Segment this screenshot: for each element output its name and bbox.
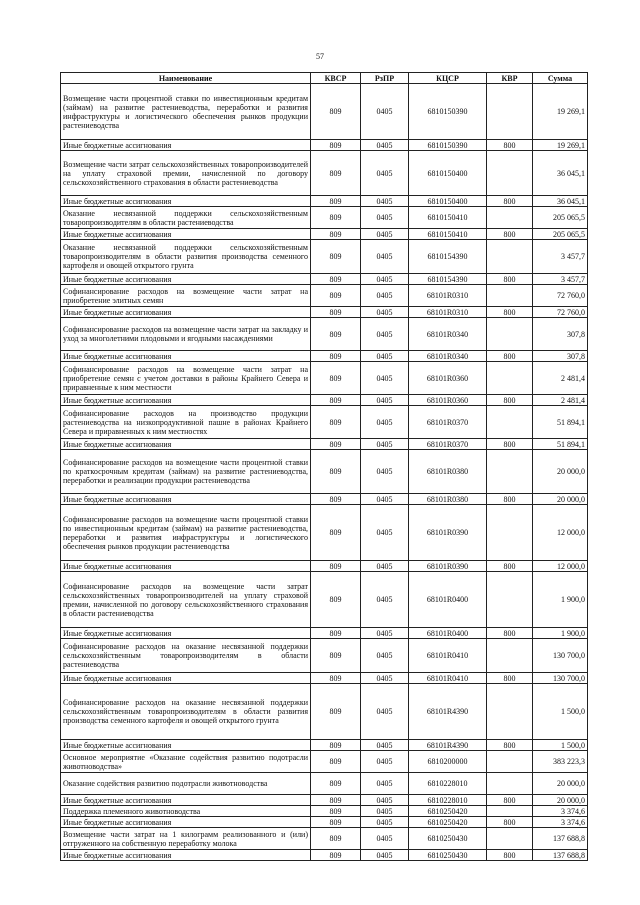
row-rzpr: 0405: [361, 362, 409, 395]
table-row: [61, 572, 588, 628]
row-kcsr: 68101R0340: [409, 318, 487, 351]
row-name: Оказание несвязанной поддержки сельскохозяйственным товаропроизводителям в области развития производства семенного картофеля и овощей открытого грунта: [61, 240, 311, 274]
row-kcsr: 6810154390: [409, 240, 487, 274]
row-rzpr: 0405: [361, 628, 409, 639]
row-kvsr: 809: [311, 561, 361, 572]
row-sum: 307,8: [533, 318, 588, 351]
row-kvsr: 809: [311, 628, 361, 639]
row-kvr: 800: [487, 673, 533, 684]
row-name: Иные бюджетные ассигнования: [61, 140, 311, 151]
row-sum: 20 000,0: [533, 773, 588, 795]
row-kvr: [487, 362, 533, 395]
row-kcsr: 6810150400: [409, 196, 487, 207]
row-name: Оказание несвязанной поддержки сельскохозяйственным товаропроизводителям в области растениеводства: [61, 207, 311, 229]
row-kvr: [487, 207, 533, 229]
row-kcsr: 6810250420: [409, 806, 487, 817]
row-kvsr: 809: [311, 274, 361, 285]
row-sum: 20 000,0: [533, 450, 588, 494]
row-rzpr: 0405: [361, 351, 409, 362]
row-name: Основное мероприятие «Оказание содействия развитию подотрасли животноводства»: [61, 751, 311, 773]
table-row: [61, 351, 588, 362]
row-sum: 36 045,1: [533, 151, 588, 196]
row-sum: 19 269,1: [533, 84, 588, 140]
table-body: [61, 84, 588, 861]
row-kcsr: 6810250430: [409, 828, 487, 850]
row-name: Иные бюджетные ассигнования: [61, 307, 311, 318]
row-rzpr: 0405: [361, 673, 409, 684]
row-rzpr: 0405: [361, 505, 409, 561]
row-name: Иные бюджетные ассигнования: [61, 395, 311, 406]
row-sum: 3 374,6: [533, 817, 588, 828]
table-row: [61, 395, 588, 406]
row-kvsr: 809: [311, 450, 361, 494]
table-row: [61, 628, 588, 639]
row-sum: 12 000,0: [533, 561, 588, 572]
header-rzpr: РзПР: [361, 73, 409, 84]
table-row: [61, 196, 588, 207]
table-row: [61, 362, 588, 395]
row-kvsr: 809: [311, 439, 361, 450]
row-kcsr: 68101R0340: [409, 351, 487, 362]
row-name: Иные бюджетные ассигнования: [61, 229, 311, 240]
row-name: Софинансирование расходов на возмещение части затрат сельскохозяйственных товаропроизводителей на уплату страховой премии, начисленной по договору сельскохозяйственного страхования в области растениеводства: [61, 572, 311, 628]
page-number: 57: [316, 52, 324, 61]
table-row: [61, 274, 588, 285]
row-kcsr: 68101R0370: [409, 406, 487, 439]
row-kvr: [487, 684, 533, 740]
row-kvsr: 809: [311, 773, 361, 795]
row-kcsr: 68101R0410: [409, 673, 487, 684]
row-rzpr: 0405: [361, 274, 409, 285]
row-sum: 1 900,0: [533, 628, 588, 639]
table-row: [61, 850, 588, 861]
header-kvsr: КВСР: [311, 73, 361, 84]
row-kcsr: 68101R4390: [409, 684, 487, 740]
row-kvr: [487, 84, 533, 140]
row-kvsr: 809: [311, 673, 361, 684]
row-kcsr: 68101R0380: [409, 494, 487, 505]
row-sum: 307,8: [533, 351, 588, 362]
row-name: Софинансирование расходов на возмещение части затрат на закладку и уход за многолетними плодовыми и ягодными насаждениями: [61, 318, 311, 351]
row-kcsr: 68101R0310: [409, 285, 487, 307]
row-kvsr: 809: [311, 684, 361, 740]
row-rzpr: 0405: [361, 795, 409, 806]
table-row: [61, 806, 588, 817]
row-kvsr: 809: [311, 828, 361, 850]
row-sum: 51 894,1: [533, 406, 588, 439]
row-kvsr: 809: [311, 151, 361, 196]
row-kvsr: 809: [311, 806, 361, 817]
row-kvsr: 809: [311, 639, 361, 673]
table-row: [61, 240, 588, 274]
row-kvsr: 809: [311, 207, 361, 229]
row-sum: 3 457,7: [533, 240, 588, 274]
row-rzpr: 0405: [361, 740, 409, 751]
row-sum: 1 500,0: [533, 684, 588, 740]
row-name: Иные бюджетные ассигнования: [61, 795, 311, 806]
row-rzpr: 0405: [361, 84, 409, 140]
row-rzpr: 0405: [361, 207, 409, 229]
row-rzpr: 0405: [361, 817, 409, 828]
row-kcsr: 6810150390: [409, 140, 487, 151]
row-sum: 20 000,0: [533, 795, 588, 806]
row-sum: 51 894,1: [533, 439, 588, 450]
row-kvr: [487, 151, 533, 196]
row-kvr: 800: [487, 307, 533, 318]
row-name: Иные бюджетные ассигнования: [61, 196, 311, 207]
row-name: Поддержка племенного животноводства: [61, 806, 311, 817]
row-kcsr: 6810228010: [409, 795, 487, 806]
row-kvr: [487, 572, 533, 628]
row-kvr: [487, 505, 533, 561]
row-name: Возмещение части затрат сельскохозяйственных товаропроизводителей на уплату страховой премии, начисленной по договору сельскохозяйственного страхования в области растениеводства: [61, 151, 311, 196]
row-name: Иные бюджетные ассигнования: [61, 351, 311, 362]
row-name: Возмещение части затрат на 1 килограмм реализованного и (или) отгруженного на собственную переработку молока: [61, 828, 311, 850]
row-name: Иные бюджетные ассигнования: [61, 628, 311, 639]
row-sum: 72 760,0: [533, 285, 588, 307]
row-sum: 383 223,3: [533, 751, 588, 773]
row-kvsr: 809: [311, 140, 361, 151]
row-sum: 137 688,8: [533, 828, 588, 850]
row-name: Иные бюджетные ассигнования: [61, 740, 311, 751]
row-kvsr: 809: [311, 494, 361, 505]
table-row: [61, 751, 588, 773]
row-kvsr: 809: [311, 240, 361, 274]
row-kvr: 800: [487, 439, 533, 450]
row-name: Софинансирование расходов на оказание несвязанной поддержки сельскохозяйственным товаропроизводителям в области развития производства семенного картофеля и овощей открытого грунта: [61, 684, 311, 740]
row-kvsr: 809: [311, 406, 361, 439]
table-row: [61, 673, 588, 684]
row-name: Иные бюджетные ассигнования: [61, 817, 311, 828]
row-sum: 2 481,4: [533, 395, 588, 406]
table-row: [61, 439, 588, 450]
row-rzpr: 0405: [361, 684, 409, 740]
table-row: [61, 140, 588, 151]
row-rzpr: 0405: [361, 850, 409, 861]
row-kvsr: 809: [311, 505, 361, 561]
row-kcsr: 68101R0360: [409, 395, 487, 406]
row-name: Возмещение части процентной ставки по инвестиционным кредитам (займам) на развитие растениеводства, переработки и развития инфраструктуры и логистического обеспечения рынков продукции растениеводства: [61, 84, 311, 140]
table-row: [61, 561, 588, 572]
row-name: Иные бюджетные ассигнования: [61, 439, 311, 450]
row-name: Иные бюджетные ассигнования: [61, 850, 311, 861]
row-rzpr: 0405: [361, 307, 409, 318]
row-kvr: [487, 828, 533, 850]
row-kvsr: 809: [311, 751, 361, 773]
row-kcsr: 6810150400: [409, 151, 487, 196]
row-kcsr: 6810250430: [409, 850, 487, 861]
row-rzpr: 0405: [361, 572, 409, 628]
row-kcsr: 68101R0400: [409, 628, 487, 639]
header-sum: Сумма: [533, 73, 588, 84]
row-name: Софинансирование расходов на производство продукции растениеводства на низкопродуктивной пашне в районах Крайнего Севера и приравненных к ним местностях: [61, 406, 311, 439]
table-row: [61, 505, 588, 561]
row-kcsr: 6810150410: [409, 229, 487, 240]
row-kvr: 800: [487, 494, 533, 505]
row-kvsr: 809: [311, 395, 361, 406]
row-kvsr: 809: [311, 318, 361, 351]
row-kvr: 800: [487, 140, 533, 151]
row-rzpr: 0405: [361, 229, 409, 240]
row-kvr: 800: [487, 850, 533, 861]
row-kvr: 800: [487, 817, 533, 828]
row-kvsr: 809: [311, 362, 361, 395]
row-kvsr: 809: [311, 196, 361, 207]
row-name: Иные бюджетные ассигнования: [61, 561, 311, 572]
row-name: Оказание содействия развитию подотрасли животноводства: [61, 773, 311, 795]
table-row: [61, 285, 588, 307]
row-kvr: 800: [487, 274, 533, 285]
table-row: [61, 817, 588, 828]
row-sum: 2 481,4: [533, 362, 588, 395]
row-kvsr: 809: [311, 229, 361, 240]
row-kcsr: 68101R0390: [409, 561, 487, 572]
row-sum: 3 457,7: [533, 274, 588, 285]
row-rzpr: 0405: [361, 806, 409, 817]
row-kvsr: 809: [311, 351, 361, 362]
row-sum: 3 374,6: [533, 806, 588, 817]
row-kvsr: 809: [311, 285, 361, 307]
header-kvr: КВР: [487, 73, 533, 84]
row-kvsr: 809: [311, 817, 361, 828]
row-kcsr: 68101R0390: [409, 505, 487, 561]
table-row: [61, 450, 588, 494]
row-rzpr: 0405: [361, 140, 409, 151]
row-rzpr: 0405: [361, 494, 409, 505]
table-row: [61, 494, 588, 505]
row-name: Иные бюджетные ассигнования: [61, 673, 311, 684]
row-kvr: [487, 806, 533, 817]
row-kvr: 800: [487, 795, 533, 806]
row-rzpr: 0405: [361, 318, 409, 351]
row-kvr: [487, 450, 533, 494]
header-kcsr: КЦСР: [409, 73, 487, 84]
row-kvr: 800: [487, 628, 533, 639]
budget-table: [60, 72, 588, 861]
row-rzpr: 0405: [361, 561, 409, 572]
row-kvr: 800: [487, 196, 533, 207]
table-row: [61, 795, 588, 806]
row-rzpr: 0405: [361, 450, 409, 494]
row-rzpr: 0405: [361, 240, 409, 274]
row-kcsr: 68101R4390: [409, 740, 487, 751]
row-rzpr: 0405: [361, 151, 409, 196]
row-kvr: 800: [487, 229, 533, 240]
row-kvr: 800: [487, 351, 533, 362]
table-row: [61, 307, 588, 318]
row-kvr: [487, 773, 533, 795]
row-kcsr: 68101R0380: [409, 450, 487, 494]
table-row: [61, 318, 588, 351]
table-row: [61, 229, 588, 240]
row-kvr: [487, 285, 533, 307]
row-name: Софинансирование расходов на возмещение части процентной ставки по краткосрочным кредитам (займам) на развитие растениеводства, переработки и реализации продукции растениеводства: [61, 450, 311, 494]
row-kcsr: 6810150410: [409, 207, 487, 229]
row-sum: 205 065,5: [533, 207, 588, 229]
table-row: [61, 207, 588, 229]
row-rzpr: 0405: [361, 406, 409, 439]
row-rzpr: 0405: [361, 439, 409, 450]
row-kvr: [487, 240, 533, 274]
table-row: [61, 639, 588, 673]
row-sum: 1 500,0: [533, 740, 588, 751]
row-kcsr: 6810228010: [409, 773, 487, 795]
row-sum: 130 700,0: [533, 639, 588, 673]
row-rzpr: 0405: [361, 395, 409, 406]
row-rzpr: 0405: [361, 285, 409, 307]
row-kvr: [487, 318, 533, 351]
table-row: [61, 773, 588, 795]
row-kvr: [487, 406, 533, 439]
row-kcsr: 6810150390: [409, 84, 487, 140]
row-kcsr: 68101R0410: [409, 639, 487, 673]
table-row: [61, 406, 588, 439]
row-kvsr: 809: [311, 307, 361, 318]
row-kcsr: 68101R0400: [409, 572, 487, 628]
row-kcsr: 6810250420: [409, 817, 487, 828]
row-sum: 20 000,0: [533, 494, 588, 505]
row-rzpr: 0405: [361, 639, 409, 673]
row-sum: 130 700,0: [533, 673, 588, 684]
row-sum: 12 000,0: [533, 505, 588, 561]
row-sum: 72 760,0: [533, 307, 588, 318]
row-sum: 36 045,1: [533, 196, 588, 207]
row-kvr: [487, 639, 533, 673]
row-name: Софинансирование расходов на оказание несвязанной поддержки сельскохозяйственным товаропроизводителям в области растениеводства: [61, 639, 311, 673]
row-sum: 137 688,8: [533, 850, 588, 861]
table-row: [61, 684, 588, 740]
table-row: [61, 740, 588, 751]
row-kcsr: 68101R0360: [409, 362, 487, 395]
row-name: Софинансирование расходов на возмещение части затрат на приобретение элитных семян: [61, 285, 311, 307]
row-sum: 205 065,5: [533, 229, 588, 240]
row-sum: 19 269,1: [533, 140, 588, 151]
row-kvsr: 809: [311, 572, 361, 628]
row-rzpr: 0405: [361, 773, 409, 795]
row-sum: 1 900,0: [533, 572, 588, 628]
row-name: Софинансирование расходов на возмещение части процентной ставки по инвестиционным кредитам (займам) на развитие растениеводства, переработки и развития инфраструктуры и логистического обеспечения рынков продукции растениеводства: [61, 505, 311, 561]
row-kvsr: 809: [311, 84, 361, 140]
row-kvr: 800: [487, 561, 533, 572]
row-kvsr: 809: [311, 795, 361, 806]
row-name: Иные бюджетные ассигнования: [61, 274, 311, 285]
row-name: Иные бюджетные ассигнования: [61, 494, 311, 505]
row-kcsr: 6810154390: [409, 274, 487, 285]
table-row: [61, 84, 588, 140]
row-kvr: 800: [487, 395, 533, 406]
row-kvr: 800: [487, 740, 533, 751]
row-rzpr: 0405: [361, 828, 409, 850]
table-row: [61, 828, 588, 850]
row-kcsr: 68101R0370: [409, 439, 487, 450]
row-kcsr: 6810200000: [409, 751, 487, 773]
row-kvsr: 809: [311, 850, 361, 861]
row-rzpr: 0405: [361, 751, 409, 773]
header-name: Наименование: [61, 73, 311, 84]
row-kcsr: 68101R0310: [409, 307, 487, 318]
row-kvsr: 809: [311, 740, 361, 751]
row-kvr: [487, 751, 533, 773]
table-row: [61, 151, 588, 196]
row-rzpr: 0405: [361, 196, 409, 207]
table-header-row: [61, 73, 588, 84]
row-name: Софинансирование расходов на возмещение части затрат на приобретение семян с учетом доставки в районы Крайнего Севера и приравненные к ним местности: [61, 362, 311, 395]
